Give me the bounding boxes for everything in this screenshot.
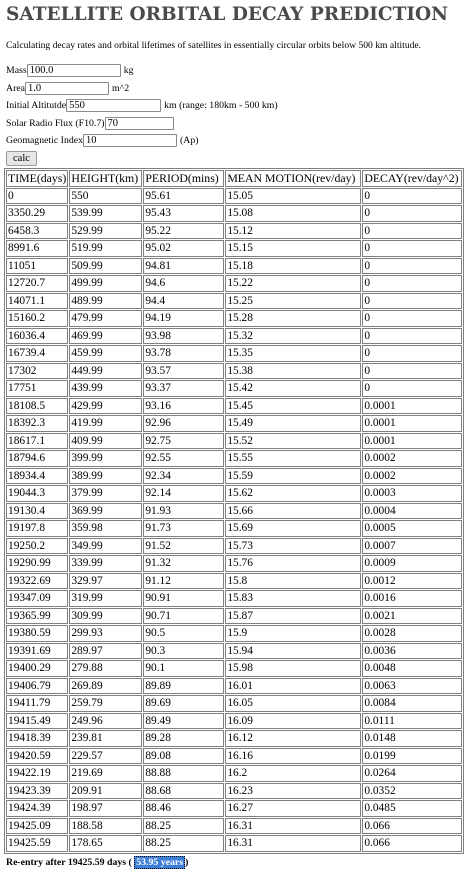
table-row (6, 625, 462, 642)
cell-time: 19420.59 (6, 748, 68, 765)
table-row (6, 608, 462, 625)
cell-mean-motion: 15.12 (225, 223, 361, 240)
cell-period: 89.89 (143, 678, 224, 695)
table-row (6, 258, 462, 275)
cell-time: 6458.3 (6, 223, 68, 240)
cell-mean-motion: 15.66 (225, 503, 361, 520)
table-row (6, 415, 462, 432)
calc-button[interactable]: calc (6, 151, 37, 166)
input-form (6, 63, 468, 166)
cell-decay: 0.0028 (362, 625, 462, 642)
cell-time: 19415.49 (6, 713, 68, 730)
cell-height: 359.98 (69, 520, 142, 537)
table-row (6, 503, 462, 520)
results-table (4, 168, 464, 854)
cell-mean-motion: 16.16 (225, 748, 361, 765)
table-row (6, 748, 462, 765)
header-time: TIME(days) (8, 171, 67, 186)
page-title: SATELLITE ORBITAL DECAY PREDICTION (6, 4, 449, 25)
cell-decay: 0.0063 (362, 678, 462, 695)
geomag-label: Geomagnetic Index (6, 135, 83, 146)
cell-period: 92.75 (143, 433, 224, 450)
cell-mean-motion: 15.62 (225, 485, 361, 502)
cell-height: 389.99 (69, 468, 142, 485)
cell-time: 19365.99 (6, 608, 68, 625)
page-subtitle: Calculating decay rates and orbital lifetimes of satellites in essentially circular orbits below 500 km altitude. (6, 40, 422, 51)
reentry-summary (6, 857, 468, 868)
table-row (6, 293, 462, 310)
altitude-row (6, 98, 468, 113)
cell-period: 88.46 (143, 800, 224, 817)
cell-period: 91.32 (143, 555, 224, 572)
header-period: PERIOD(mins) (143, 170, 224, 187)
cell-height: 479.99 (69, 310, 142, 327)
table-row (6, 363, 462, 380)
cell-period: 88.68 (143, 783, 224, 800)
cell-period: 90.3 (143, 643, 224, 660)
cell-mean-motion: 15.05 (225, 188, 361, 205)
geomag-unit: (Ap) (179, 135, 199, 146)
cell-period: 94.6 (143, 275, 224, 292)
cell-time: 19290.99 (6, 555, 68, 572)
table-row (6, 765, 462, 782)
cell-mean-motion: 15.83 (225, 590, 361, 607)
cell-decay: 0 (362, 188, 462, 205)
cell-height: 429.99 (69, 398, 142, 415)
cell-time: 19347.09 (6, 590, 68, 607)
cell-mean-motion: 15.18 (225, 258, 361, 275)
table-row (6, 835, 462, 852)
cell-height: 209.91 (69, 783, 142, 800)
cell-decay: 0.0012 (362, 573, 462, 590)
cell-period: 93.57 (143, 363, 224, 380)
altitude-unit: km (range: 180km - 500 km) (164, 100, 278, 111)
table-row (6, 660, 462, 677)
cell-period: 91.93 (143, 503, 224, 520)
cell-period: 91.52 (143, 538, 224, 555)
cell-time: 18392.3 (6, 415, 68, 432)
cell-time: 18108.5 (6, 398, 68, 415)
cell-period: 95.02 (143, 240, 224, 257)
cell-height: 259.79 (69, 695, 142, 712)
cell-decay: 0.0007 (362, 538, 462, 555)
cell-decay: 0 (362, 275, 462, 292)
table-row (6, 345, 462, 362)
cell-decay: 0 (362, 345, 462, 362)
cell-height: 249.96 (69, 713, 142, 730)
cell-mean-motion: 15.15 (225, 240, 361, 257)
mass-label: Mass (6, 65, 27, 76)
table-row (6, 695, 462, 712)
cell-height: 309.99 (69, 608, 142, 625)
table-row (6, 223, 462, 240)
cell-decay: 0 (362, 380, 462, 397)
flux-label: Solar Radio Flux (F10.7) (6, 117, 105, 129)
cell-decay: 0.0009 (362, 555, 462, 572)
cell-height: 509.99 (69, 258, 142, 275)
reentry-prefix: Re-entry after 19425.59 days ( (6, 856, 135, 868)
cell-time: 19425.09 (6, 818, 68, 835)
cell-height: 198.97 (69, 800, 142, 817)
results-body (6, 188, 462, 852)
cell-decay: 0 (362, 293, 462, 310)
cell-decay: 0.066 (362, 818, 462, 835)
altitude-label: Initial Altitutde (6, 100, 67, 111)
cell-mean-motion: 16.2 (225, 765, 361, 782)
table-row (6, 433, 462, 450)
cell-time: 19400.29 (6, 660, 68, 677)
cell-time: 19418.39 (6, 730, 68, 747)
cell-period: 90.91 (143, 590, 224, 607)
cell-time: 19423.39 (6, 783, 68, 800)
cell-height: 279.88 (69, 660, 142, 677)
cell-mean-motion: 15.32 (225, 328, 361, 345)
table-row (6, 275, 462, 292)
cell-period: 93.16 (143, 398, 224, 415)
header-height: HEIGHT(km) (69, 170, 142, 187)
cell-mean-motion: 15.8 (225, 573, 361, 590)
cell-time: 19424.39 (6, 800, 68, 817)
cell-height: 550 (69, 188, 142, 205)
cell-mean-motion: 15.52 (225, 433, 361, 450)
cell-time: 18934.4 (6, 468, 68, 485)
cell-decay: 0.0004 (362, 503, 462, 520)
cell-time: 3350.29 (6, 205, 68, 222)
cell-decay: 0 (362, 363, 462, 380)
cell-period: 89.08 (143, 748, 224, 765)
area-input[interactable] (25, 82, 109, 95)
table-row (6, 398, 462, 415)
cell-period: 88.25 (143, 818, 224, 835)
cell-decay: 0 (362, 205, 462, 222)
calc-row (6, 151, 468, 166)
table-row (6, 800, 462, 817)
cell-height: 379.99 (69, 485, 142, 502)
cell-period: 92.34 (143, 468, 224, 485)
cell-time: 19406.79 (6, 678, 68, 695)
cell-time: 19411.79 (6, 695, 68, 712)
altitude-input[interactable] (66, 99, 161, 112)
cell-height: 319.99 (69, 590, 142, 607)
reentry-suffix: ) (185, 856, 189, 868)
cell-mean-motion: 15.87 (225, 608, 361, 625)
cell-decay: 0.0001 (362, 433, 462, 450)
cell-height: 419.99 (69, 415, 142, 432)
cell-decay: 0 (362, 240, 462, 257)
cell-decay: 0.0016 (362, 590, 462, 607)
cell-decay: 0 (362, 328, 462, 345)
cell-time: 14071.1 (6, 293, 68, 310)
cell-decay: 0.0199 (362, 748, 462, 765)
cell-decay: 0.0148 (362, 730, 462, 747)
cell-height: 409.99 (69, 433, 142, 450)
header-mean-motion: MEAN MOTION(rev/day) (225, 170, 361, 187)
cell-time: 19044.3 (6, 485, 68, 502)
cell-mean-motion: 15.59 (225, 468, 361, 485)
table-row (6, 783, 462, 800)
header-decay: DECAY(rev/day^2) (362, 170, 462, 187)
cell-mean-motion: 15.9 (225, 625, 361, 642)
cell-decay: 0 (362, 258, 462, 275)
table-row (6, 188, 462, 205)
cell-mean-motion: 15.42 (225, 380, 361, 397)
cell-period: 93.98 (143, 328, 224, 345)
cell-period: 89.69 (143, 695, 224, 712)
mass-row (6, 63, 468, 78)
cell-period: 90.5 (143, 625, 224, 642)
cell-height: 499.99 (69, 275, 142, 292)
cell-height: 529.99 (69, 223, 142, 240)
cell-time: 17302 (6, 363, 68, 380)
cell-time: 16739.4 (6, 345, 68, 362)
cell-mean-motion: 16.12 (225, 730, 361, 747)
cell-period: 88.25 (143, 835, 224, 852)
cell-decay: 0.0002 (362, 468, 462, 485)
geomag-row (6, 133, 468, 148)
cell-decay: 0.0048 (362, 660, 462, 677)
cell-decay: 0.0005 (362, 520, 462, 537)
cell-mean-motion: 15.94 (225, 643, 361, 660)
cell-mean-motion: 15.45 (225, 398, 361, 415)
cell-height: 539.99 (69, 205, 142, 222)
cell-time: 19391.69 (6, 643, 68, 660)
area-unit: m^2 (112, 82, 130, 94)
results-header-row (6, 170, 462, 187)
area-row (6, 81, 468, 96)
table-row (6, 468, 462, 485)
cell-height: 449.99 (69, 363, 142, 380)
table-row (6, 310, 462, 327)
cell-decay: 0.0084 (362, 695, 462, 712)
cell-period: 92.55 (143, 450, 224, 467)
cell-period: 92.96 (143, 415, 224, 432)
cell-mean-motion: 15.28 (225, 310, 361, 327)
table-row (6, 643, 462, 660)
table-row (6, 573, 462, 590)
cell-mean-motion: 16.01 (225, 678, 361, 695)
cell-mean-motion: 16.31 (225, 818, 361, 835)
cell-height: 269.89 (69, 678, 142, 695)
cell-decay: 0 (362, 310, 462, 327)
cell-period: 89.49 (143, 713, 224, 730)
cell-period: 94.4 (143, 293, 224, 310)
cell-decay: 0.0002 (362, 450, 462, 467)
cell-height: 289.97 (69, 643, 142, 660)
cell-height: 239.81 (69, 730, 142, 747)
cell-mean-motion: 15.08 (225, 205, 361, 222)
cell-mean-motion: 15.76 (225, 555, 361, 572)
geomag-input[interactable] (83, 134, 177, 147)
cell-time: 19380.59 (6, 625, 68, 642)
cell-height: 329.97 (69, 573, 142, 590)
cell-period: 95.22 (143, 223, 224, 240)
cell-decay: 0 (362, 223, 462, 240)
cell-mean-motion: 15.25 (225, 293, 361, 310)
cell-period: 95.43 (143, 205, 224, 222)
cell-time: 18617.1 (6, 433, 68, 450)
cell-height: 219.69 (69, 765, 142, 782)
cell-decay: 0.066 (362, 835, 462, 852)
cell-period: 92.14 (143, 485, 224, 502)
reentry-years-highlight: 53.95 years (136, 856, 184, 868)
cell-time: 11051 (6, 258, 68, 275)
table-row (6, 380, 462, 397)
cell-mean-motion: 15.35 (225, 345, 361, 362)
cell-mean-motion: 15.22 (225, 275, 361, 292)
cell-height: 439.99 (69, 380, 142, 397)
cell-period: 90.71 (143, 608, 224, 625)
cell-time: 19322.69 (6, 573, 68, 590)
cell-mean-motion: 15.49 (225, 415, 361, 432)
flux-row (6, 116, 468, 131)
cell-mean-motion: 15.69 (225, 520, 361, 537)
cell-period: 94.19 (143, 310, 224, 327)
cell-decay: 0.0111 (362, 713, 462, 730)
cell-mean-motion: 16.09 (225, 713, 361, 730)
cell-period: 91.12 (143, 573, 224, 590)
cell-time: 19197.8 (6, 520, 68, 537)
cell-mean-motion: 16.05 (225, 695, 361, 712)
cell-time: 19250.2 (6, 538, 68, 555)
cell-time: 19425.59 (6, 835, 68, 852)
table-row (6, 590, 462, 607)
cell-mean-motion: 16.31 (225, 835, 361, 852)
cell-period: 88.88 (143, 765, 224, 782)
cell-decay: 0.0003 (362, 485, 462, 502)
cell-period: 89.28 (143, 730, 224, 747)
cell-time: 17751 (6, 380, 68, 397)
cell-mean-motion: 15.55 (225, 450, 361, 467)
cell-period: 94.81 (143, 258, 224, 275)
cell-time: 15160.2 (6, 310, 68, 327)
table-row (6, 240, 462, 257)
cell-height: 369.99 (69, 503, 142, 520)
table-row (6, 328, 462, 345)
cell-height: 399.99 (69, 450, 142, 467)
cell-period: 93.37 (143, 380, 224, 397)
table-row (6, 555, 462, 572)
cell-period: 91.73 (143, 520, 224, 537)
area-label: Area (6, 82, 26, 94)
mass-unit: kg (123, 65, 134, 76)
cell-height: 349.99 (69, 538, 142, 555)
cell-time: 8991.6 (6, 240, 68, 257)
cell-height: 178.65 (69, 835, 142, 852)
table-row (6, 520, 462, 537)
cell-time: 16036.4 (6, 328, 68, 345)
cell-decay: 0.0021 (362, 608, 462, 625)
cell-time: 12720.7 (6, 275, 68, 292)
table-row (6, 730, 462, 747)
table-row (6, 713, 462, 730)
cell-decay: 0.0001 (362, 398, 462, 415)
table-row (6, 818, 462, 835)
table-row (6, 538, 462, 555)
table-row (6, 205, 462, 222)
cell-height: 519.99 (69, 240, 142, 257)
cell-decay: 0.0001 (362, 415, 462, 432)
cell-mean-motion: 16.27 (225, 800, 361, 817)
cell-mean-motion: 16.23 (225, 783, 361, 800)
mass-input[interactable] (27, 64, 121, 77)
cell-mean-motion: 15.38 (225, 363, 361, 380)
cell-mean-motion: 15.73 (225, 538, 361, 555)
table-row (6, 485, 462, 502)
cell-height: 188.58 (69, 818, 142, 835)
cell-height: 339.99 (69, 555, 142, 572)
table-row (6, 450, 462, 467)
cell-height: 229.57 (69, 748, 142, 765)
cell-height: 469.99 (69, 328, 142, 345)
cell-decay: 0.0036 (362, 643, 462, 660)
cell-height: 299.93 (69, 625, 142, 642)
cell-mean-motion: 15.98 (225, 660, 361, 677)
page (0, 4, 474, 868)
cell-period: 93.78 (143, 345, 224, 362)
cell-time: 19130.4 (6, 503, 68, 520)
cell-time: 18794.6 (6, 450, 68, 467)
cell-period: 90.1 (143, 660, 224, 677)
cell-height: 459.99 (69, 345, 142, 362)
cell-decay: 0.0264 (362, 765, 462, 782)
cell-time: 19422.19 (6, 765, 68, 782)
cell-decay: 0.0485 (362, 800, 462, 817)
cell-time: 0 (6, 188, 68, 205)
cell-height: 489.99 (69, 293, 142, 310)
table-row (6, 678, 462, 695)
cell-period: 95.61 (143, 188, 224, 205)
flux-input[interactable] (105, 117, 174, 130)
cell-decay: 0.0352 (362, 783, 462, 800)
